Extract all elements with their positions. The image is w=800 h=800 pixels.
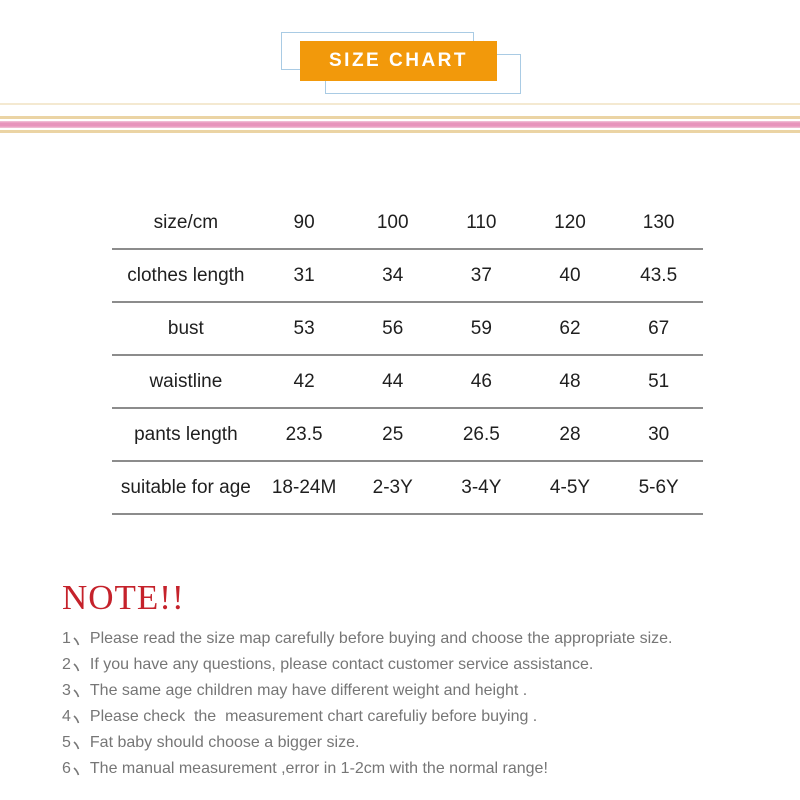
table-row-clothes-length (112, 249, 703, 302)
cell-value: 46 (470, 370, 492, 392)
note-number: 2 (62, 656, 71, 673)
divider-line-cream (0, 103, 800, 105)
note-text: If you have any questions, please contact customer service assistance. (89, 656, 594, 673)
cell-value: 37 (470, 264, 492, 286)
note-item-2 (62, 652, 772, 678)
cell-value: 2-3Y (372, 476, 413, 498)
col-header-label: size/cm (153, 211, 219, 233)
cell-value: 23.5 (285, 423, 323, 445)
cell-value: 34 (382, 264, 404, 286)
cell-value: 26.5 (462, 423, 500, 445)
cell-value: 56 (382, 317, 404, 339)
note-item-3 (62, 678, 772, 704)
ideographic-comma-icon (73, 733, 80, 759)
cell-value: 48 (559, 370, 581, 392)
cell-value: 53 (293, 317, 315, 339)
table-row-waistline (112, 355, 703, 408)
note-number: 6 (62, 760, 71, 777)
cell-value: 3-4Y (461, 476, 502, 498)
row-label: bust (167, 317, 204, 339)
cell-value: 30 (648, 423, 670, 445)
cell-value: 62 (559, 317, 581, 339)
note-number: 5 (62, 734, 71, 751)
col-header-130: 130 (642, 211, 675, 233)
note-text: Fat baby should choose a bigger size. (89, 734, 360, 751)
table-row-pants-length (112, 408, 703, 461)
ideographic-comma-icon (73, 707, 80, 733)
table-row-bust (112, 302, 703, 355)
note-number: 1 (62, 630, 71, 647)
table-header-row (112, 197, 703, 249)
note-item-4 (62, 704, 772, 730)
note-item-5 (62, 730, 772, 756)
col-header-100: 100 (376, 211, 409, 233)
row-label: suitable for age (120, 476, 251, 498)
cell-value: 51 (648, 370, 670, 392)
cell-value: 44 (382, 370, 404, 392)
size-table (112, 197, 703, 515)
note-text: The manual measurement ,error in 1-2cm with the normal range! (89, 760, 548, 777)
row-label: pants length (134, 423, 238, 445)
cell-value: 43.5 (640, 264, 678, 286)
ideographic-comma-icon (73, 759, 80, 785)
cell-value: 67 (648, 317, 670, 339)
ideographic-comma-icon (73, 629, 80, 655)
note-list (62, 626, 772, 782)
divider-line-pink (0, 121, 800, 128)
cell-value: 18-24M (271, 476, 337, 498)
ideographic-comma-icon (73, 655, 80, 681)
note-text: The same age children may have different weight and height . (89, 682, 528, 699)
cell-value: 28 (559, 423, 581, 445)
cell-value: 42 (293, 370, 315, 392)
note-number: 3 (62, 682, 71, 699)
row-label: waistline (149, 370, 223, 392)
note-number: 4 (62, 708, 71, 725)
col-header-90: 90 (293, 211, 315, 233)
note-text: Please read the size map carefully before buying and choose the appropriate size. (89, 630, 673, 647)
divider-line-tan-top (0, 116, 800, 119)
note-item-1 (62, 626, 772, 652)
col-header-110: 110 (466, 211, 497, 233)
page-title: SIZE CHART (300, 41, 497, 81)
table-row-suitable-for-age (112, 461, 703, 514)
col-header-120: 120 (554, 211, 586, 233)
row-label: clothes length (127, 264, 245, 286)
cell-value: 59 (470, 317, 492, 339)
note-text: Please check the measurement chart carefuliy before buying . (89, 708, 538, 725)
cell-value: 31 (293, 264, 315, 286)
ideographic-comma-icon (73, 681, 80, 707)
divider-line-tan-bottom (0, 130, 800, 133)
note-heading: NOTE!! (62, 578, 185, 617)
cell-value: 5-6Y (638, 476, 679, 498)
cell-value: 40 (559, 264, 581, 286)
cell-value: 25 (382, 423, 404, 445)
note-item-6 (62, 756, 772, 782)
cell-value: 4-5Y (549, 476, 591, 498)
